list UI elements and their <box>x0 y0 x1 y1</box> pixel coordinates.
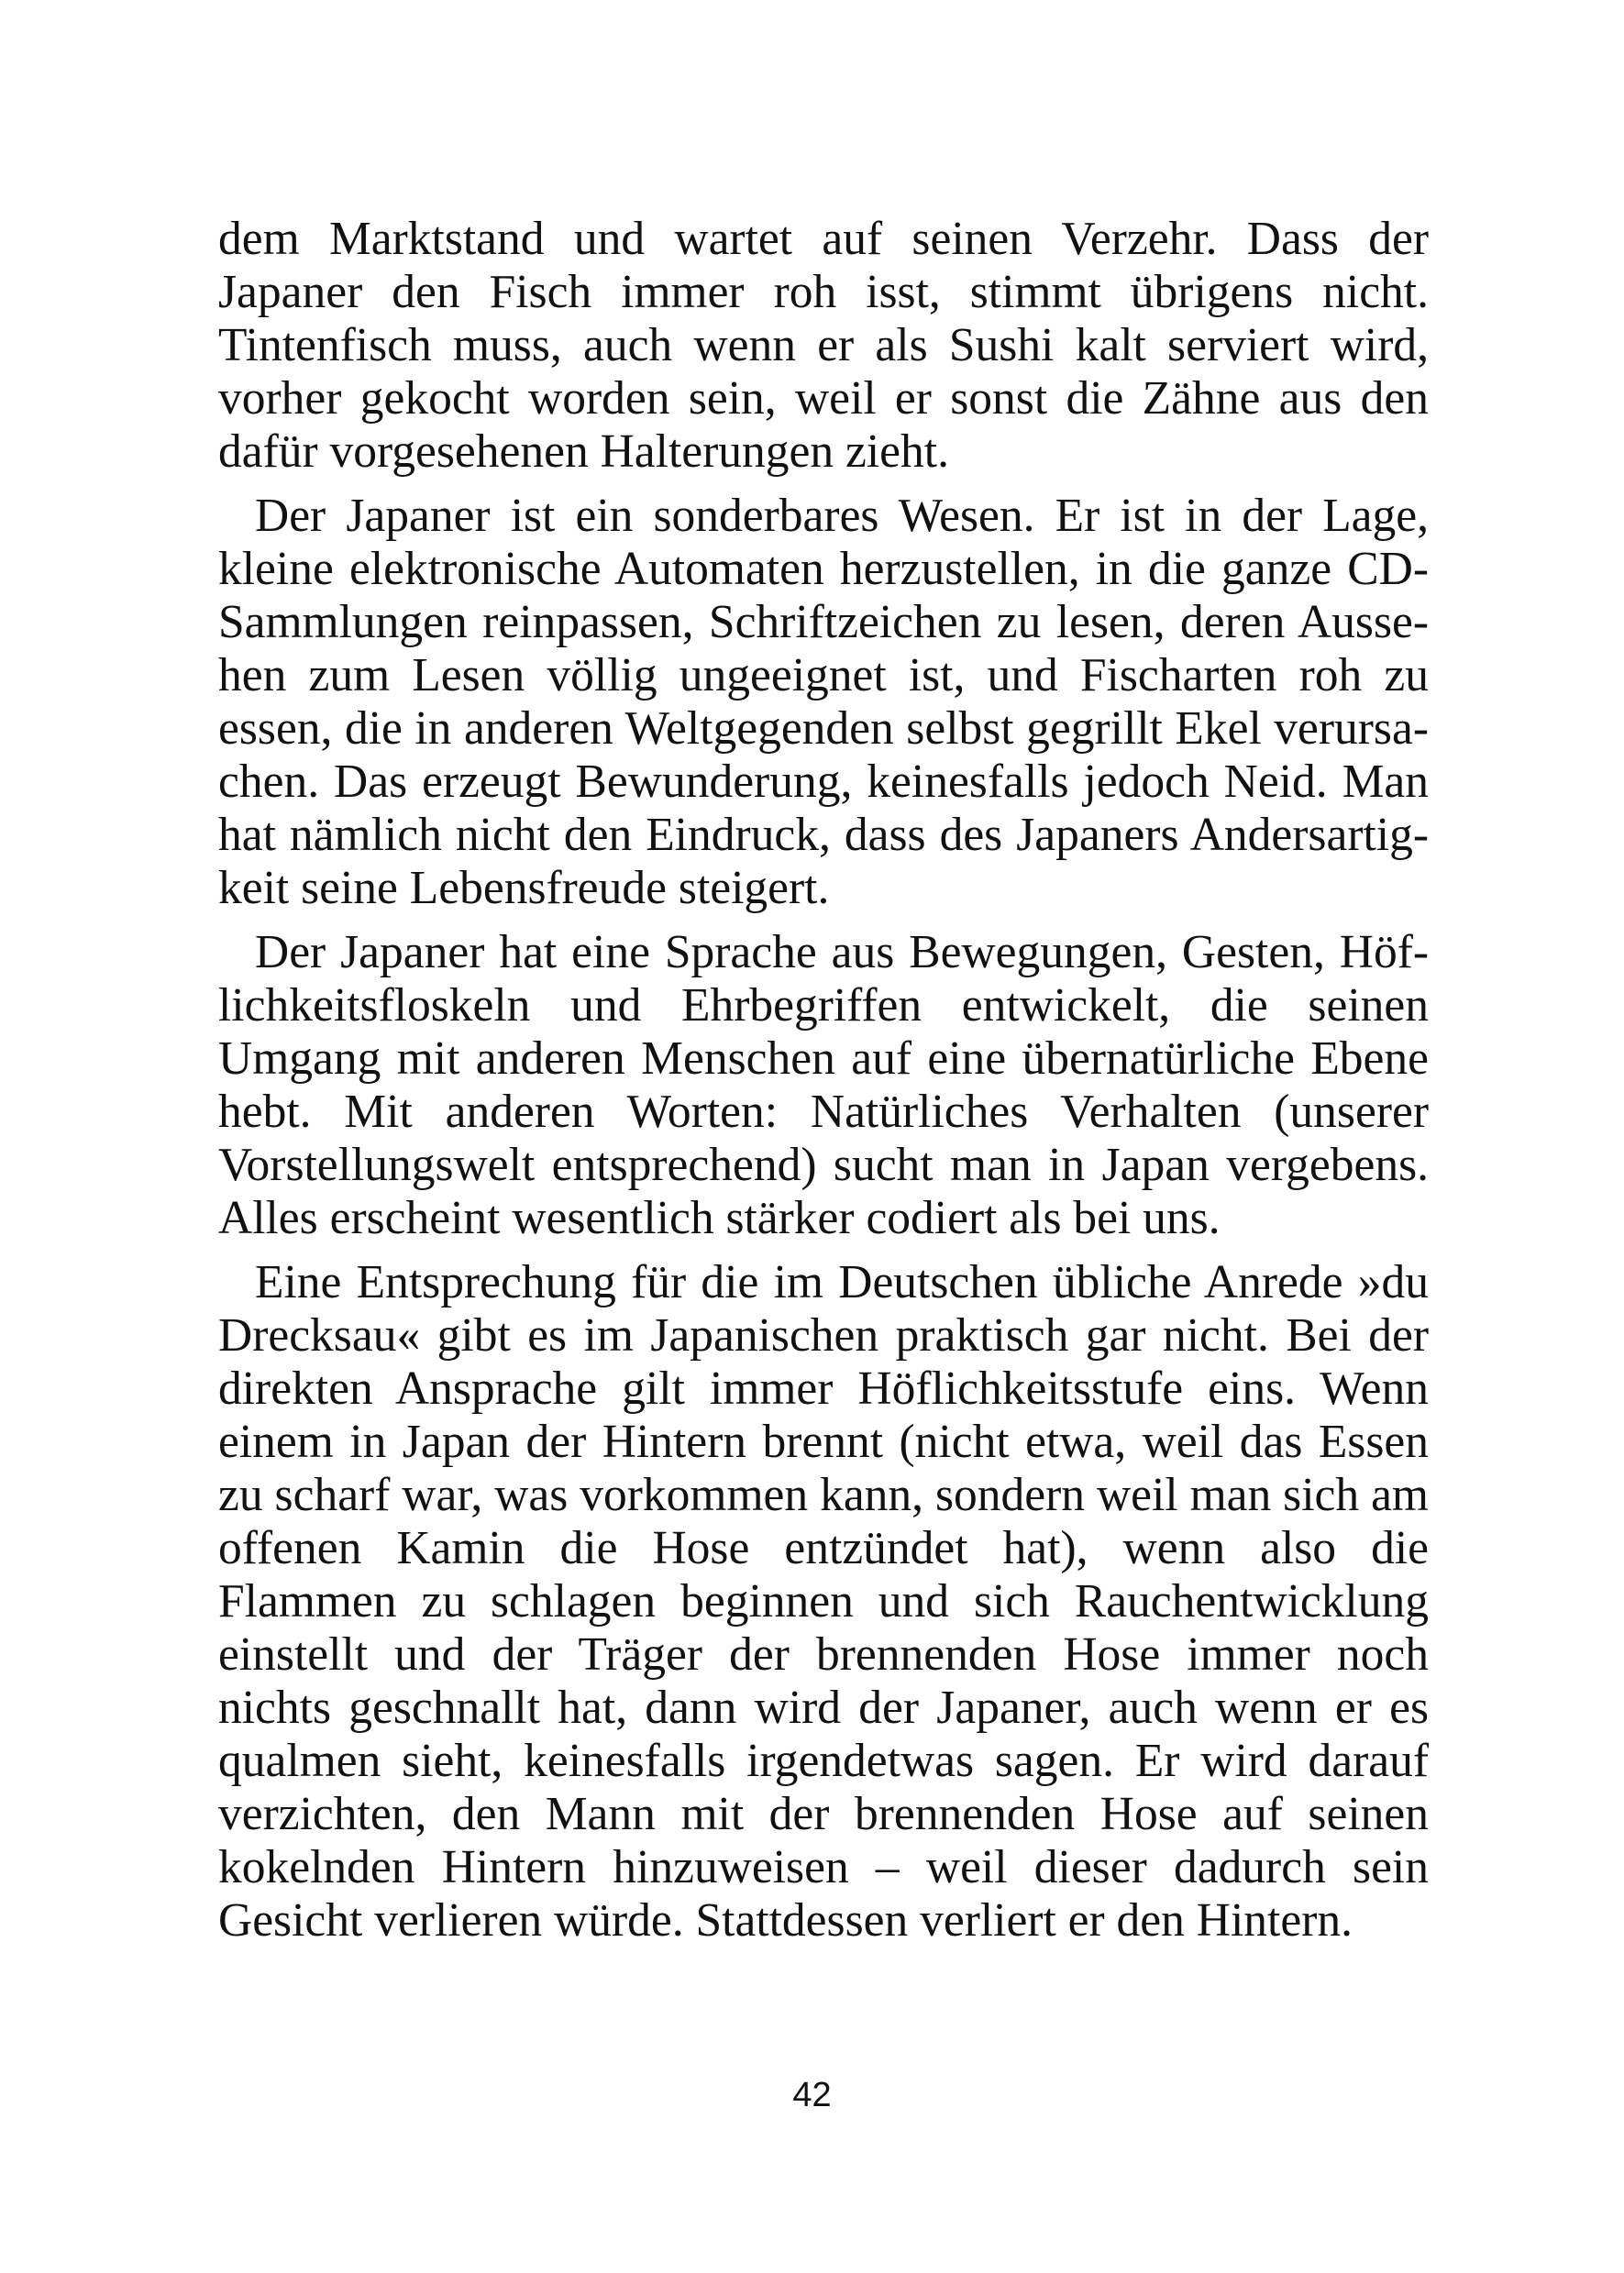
paragraph-1: dem Marktstand und wartet auf seinen Verzehr. Dass der Japaner den Fisch immer roh isst, stimmt übrigens nicht. Tintenfisch muss, auch wenn er als Sushi kalt serviert wird, vorher gekocht worden sein, weil er sonst die Zähne aus den dafür vorgesehenen Halterungen zieht. <box>218 213 1429 478</box>
paragraph-4: Eine Entsprechung für die im Deutschen übliche Anrede »du Drecksau« gibt es im Japanischen praktisch gar nicht. Bei der direkten Ansprache gilt immer Höflichkeitsstufe eins. Wenn einem in Japan der Hintern brennt (nicht etwa, weil das Essen zu scharf war, was vorkommen kann, sondern weil man sich am offenen Kamin die Hose entzündet hat), wenn also die Flammen zu schlagen beginnen und sich Rauchentwicklung einstellt und der Träger der brennenden Hose immer noch nichts geschnallt hat, dann wird der Japaner, auch wenn er es qualmen sieht, keinesfalls irgendetwas sagen. Er wird darauf verzichten, den Mann mit der brennenden Hose auf seinen kokelnden Hintern hinzuweisen – weil dieser dadurch sein Gesicht verlieren würde. Stattdessen verliert er den Hintern. <box>218 1256 1429 1947</box>
paragraph-3: Der Japaner hat eine Sprache aus Bewegungen, Gesten, Höflichkeitsfloskeln und Ehrbegriffen entwickelt, die seinen Umgang mit anderen Menschen auf eine übernatürliche Ebene hebt. Mit anderen Worten: Natürliches Verhalten (unserer Vorstellungswelt entsprechend) sucht man in Japan vergebens. Alles erscheint wesentlich stärker codiert als bei uns. <box>218 926 1429 1244</box>
paragraph-2: Der Japaner ist ein sonderbares Wesen. Er ist in der Lage, kleine elektronische Automaten herzustellen, in die ganze CD-Sammlungen reinpassen, Schriftzeichen zu lesen, deren Aussehen zum Lesen völlig ungeeignet ist, und Fischarten roh zu essen, die in anderen Weltgegenden selbst gegrillt Ekel verursachen. Das erzeugt Bewunderung, keinesfalls jedoch Neid. Man hat nämlich nicht den Eindruck, dass des Japaners Andersartigkeit seine Lebensfreude steigert. <box>218 490 1429 914</box>
body-text <box>218 213 1429 1959</box>
page-number: 42 <box>792 2076 832 2114</box>
